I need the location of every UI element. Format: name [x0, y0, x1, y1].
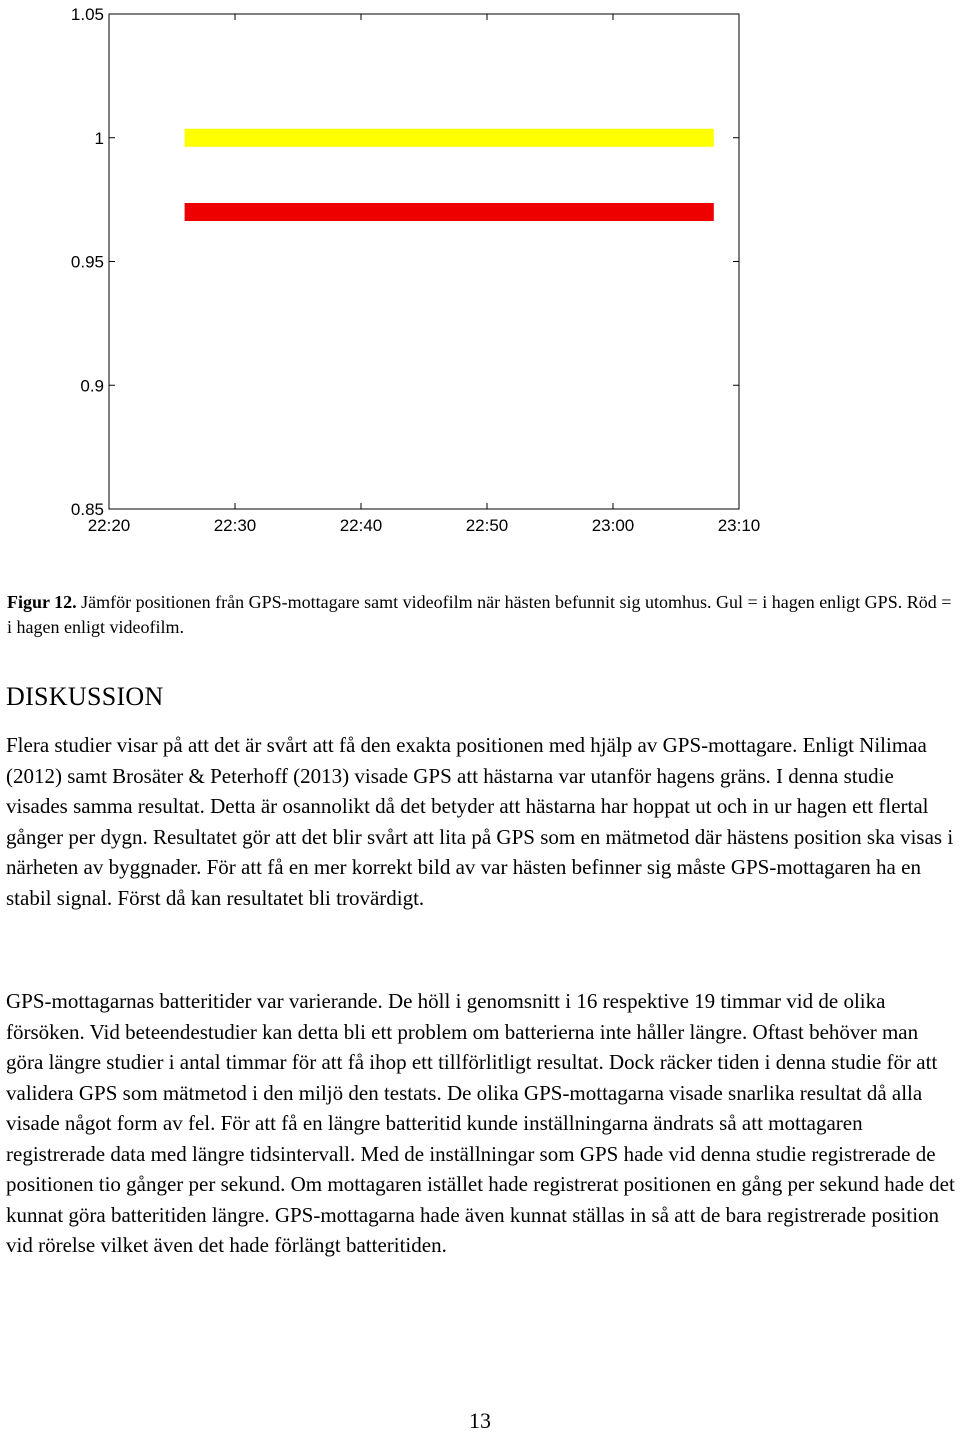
x-tick-label-3: 22:40 — [339, 516, 383, 535]
figure-caption — [7, 590, 953, 640]
paragraph-1: Flera studier visar på att det är svårt att få den exakta positionen med hjälp av GPS-mottagare. Enligt Nilimaa (2012) samt Brosäter & Peterhoff (2013) visade GPS att hästarna var utanför hagens gräns. I denna studie visades samma resultat. Detta är osannolikt då det betyder att hästarna har hoppat ut och in ur hagen ett flertal gånger per dygn. Resultatet gör att det blir svårt att lita på GPS som en mätmetod där hästens position ska visas i närheten av byggnader. För att få en mer korrekt bild av var hästen befinner sig måste GPS-mottagaren ha en stabil signal. Först då kan resultatet bli trovärdigt. — [6, 733, 954, 910]
x-tick-label-5: 23:00 — [591, 516, 635, 535]
y-tick-label-3: 0.95 — [70, 252, 104, 272]
page-number: 13 — [469, 1408, 491, 1433]
y-tick-label-5: 1.05 — [70, 5, 104, 24]
plot-area — [109, 14, 739, 509]
bar-series-2 — [185, 203, 714, 221]
caption-label: Figur 12. — [7, 592, 77, 612]
y-tick-label-2: 0.9 — [80, 376, 104, 396]
y-tick-label-1: 0.85 — [70, 500, 104, 519]
y-tick-label-4: 1 — [94, 128, 104, 148]
x-tick-label-4: 22:50 — [465, 516, 509, 535]
bar-series-1 — [185, 129, 714, 147]
x-tick-label-1: 22:20 — [87, 516, 131, 535]
x-tick-label-2: 22:30 — [213, 516, 257, 535]
section-heading: DISKUSSION — [6, 682, 164, 711]
position-chart — [0, 0, 960, 545]
caption-text: Jämför positionen från GPS-mottagare samt videofilm när hästen befunnit sig utomhus. Gul = i hagen enligt GPS. Röd = i hagen enligt videofilm. — [7, 592, 952, 637]
x-tick-label-6: 23:10 — [717, 516, 761, 535]
paragraph-2: GPS-mottagarnas batteritider var varierande. De höll i genomsnitt i 16 respektive 19 timmar vid de olika försöken. Vid beteendestudier kan detta bli ett problem om batterierna inte håller längre. Oftast behöver man göra längre studier i antal timmar för att få ihop ett tillförlitligt resultat. Dock räcker tiden i denna studie för att validera GPS som mätmetod i den miljö den testats. De olika GPS-mottagarna visade snarlika resultat då alla visade något form av fel. För att få en längre batteritid kunde inställningarna ändrats så att mottagaren registrerade data med längre tidsintervall. Med de inställningar som GPS hade vid denna studie registrerade de positionen tio gånger per sekund. Om mottagaren istället hade registrerat positionen en gång per sekund hade det kunnat göra batteritiden längre. GPS-mottagarna hade även kunnat ställas in så att de bara registrerade position vid rörelse vilket även det hade förlängt batteritiden. — [6, 989, 955, 1257]
